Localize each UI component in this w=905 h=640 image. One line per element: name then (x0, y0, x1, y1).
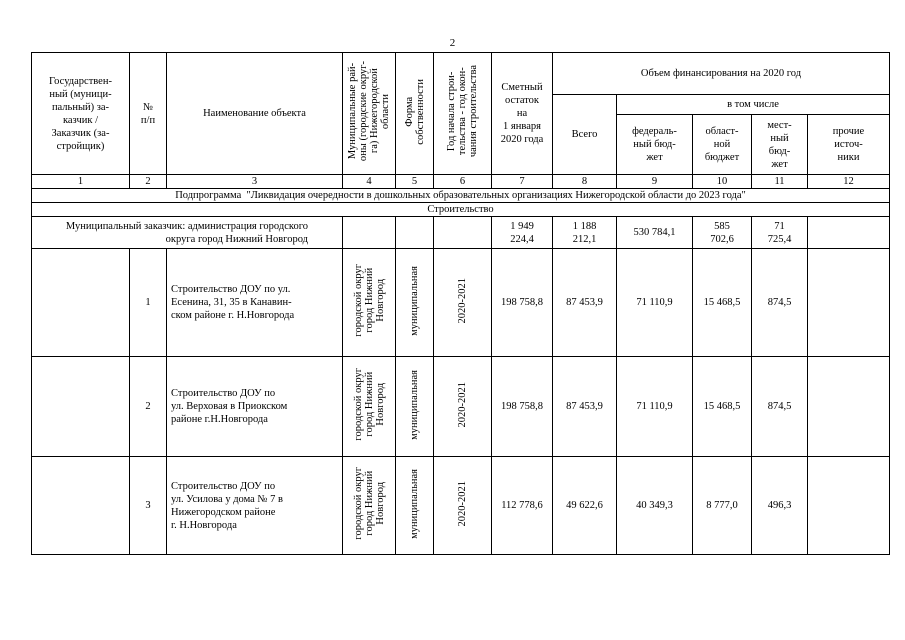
header-local: мест- ный бюд- жет (752, 115, 808, 175)
column-number: 7 (492, 175, 553, 189)
customer-local: 71 725,4 (752, 217, 808, 249)
table-row (32, 457, 890, 555)
row-total: 87 453,9 (553, 357, 617, 457)
header-num: № п/п (130, 53, 167, 175)
header-ownership-form: Форма собственности (396, 53, 434, 175)
row-num: 1 (130, 249, 167, 357)
column-number: 2 (130, 175, 167, 189)
column-number: 12 (808, 175, 890, 189)
customer-regional: 585 702,6 (693, 217, 752, 249)
column-number: 9 (617, 175, 693, 189)
row-estimated-balance: 112 778,6 (492, 457, 553, 555)
customer-ownership (396, 217, 434, 249)
customer-district (343, 217, 396, 249)
row-district: городской округ город Нижний Новгород (343, 357, 396, 457)
row-object-name: Строительство ДОУ по ул. Верховая в Приокском районе г.Н.Новгорода (167, 357, 343, 457)
customer-label: Муниципальный заказчик: администрация городского округа город Нижний Новгород (32, 217, 343, 249)
section-title: Строительство (32, 203, 890, 217)
row-federal: 40 349,3 (617, 457, 693, 555)
row-local: 874,5 (752, 249, 808, 357)
header-municipal-district: Муниципальные рай- оны (городские округ- га) Нижегородской области (343, 53, 396, 175)
row-num: 3 (130, 457, 167, 555)
subprogram-title: Подпрограмма "Ликвидация очередности в дошкольных образовательных организациях Нижегородской области до 2023 года" (32, 189, 890, 203)
page-number: 2 (449, 37, 456, 49)
row-local: 496,3 (752, 457, 808, 555)
customer-estimated-balance: 1 949 224,4 (492, 217, 553, 249)
row-district: городской округ город Нижний Новгород (343, 457, 396, 555)
section-row (32, 203, 890, 217)
column-number: 4 (343, 175, 396, 189)
subprogram-row (32, 189, 890, 203)
table-row (32, 357, 890, 457)
customer-row (32, 217, 890, 249)
row-regional: 8 777,0 (693, 457, 752, 555)
row-years: 2020-2021 (434, 249, 492, 357)
header-customer: Государствен- ный (муници- пальный) за- казчик / Заказчик (за- стройщик) (32, 53, 130, 175)
header-row-1 (32, 53, 890, 95)
row-total: 49 622,6 (553, 457, 617, 555)
row-ownership: муниципальная (396, 457, 434, 555)
row-customer (32, 457, 130, 555)
column-number: 10 (693, 175, 752, 189)
row-estimated-balance: 198 758,8 (492, 249, 553, 357)
column-number: 8 (553, 175, 617, 189)
header-estimated-balance: Сметный остаток на 1 января 2020 года (492, 53, 553, 175)
row-other (808, 249, 890, 357)
column-number: 1 (32, 175, 130, 189)
header-regional: област- ной бюджет (693, 115, 752, 175)
header-years: Год начала строи- тельства - год окон- чания строительства (434, 53, 492, 175)
header-object-name: Наименование объекта (167, 53, 343, 175)
row-ownership: муниципальная (396, 249, 434, 357)
column-number-row (32, 175, 890, 189)
row-years: 2020-2021 (434, 457, 492, 555)
table-row (32, 249, 890, 357)
column-number: 3 (167, 175, 343, 189)
row-federal: 71 110,9 (617, 357, 693, 457)
row-district: городской округ город Нижний Новгород (343, 249, 396, 357)
financing-table (31, 52, 890, 555)
customer-years (434, 217, 492, 249)
row-object-name: Строительство ДОУ по ул. Усилова у дома № 7 в Нижегородском районе г. Н.Новгорода (167, 457, 343, 555)
row-object-name: Строительство ДОУ по ул. Есенина, 31, 35 в Канавин- ском районе г. Н.Новгорода (167, 249, 343, 357)
header-including: в том числе (617, 95, 890, 115)
row-ownership: муниципальная (396, 357, 434, 457)
row-other (808, 457, 890, 555)
row-years: 2020-2021 (434, 357, 492, 457)
column-number: 6 (434, 175, 492, 189)
row-federal: 71 110,9 (617, 249, 693, 357)
header-federal: федераль- ный бюд- жет (617, 115, 693, 175)
row-local: 874,5 (752, 357, 808, 457)
header-financing-volume: Объем финансирования на 2020 год (553, 53, 890, 95)
row-regional: 15 468,5 (693, 357, 752, 457)
header-other: прочие источ- ники (808, 115, 890, 175)
row-total: 87 453,9 (553, 249, 617, 357)
row-other (808, 357, 890, 457)
row-regional: 15 468,5 (693, 249, 752, 357)
customer-other (808, 217, 890, 249)
column-number: 5 (396, 175, 434, 189)
column-number: 11 (752, 175, 808, 189)
row-customer (32, 357, 130, 457)
row-num: 2 (130, 357, 167, 457)
row-customer (32, 249, 130, 357)
customer-total: 1 188 212,1 (553, 217, 617, 249)
header-total: Всего (553, 95, 617, 175)
customer-federal: 530 784,1 (617, 217, 693, 249)
row-estimated-balance: 198 758,8 (492, 357, 553, 457)
